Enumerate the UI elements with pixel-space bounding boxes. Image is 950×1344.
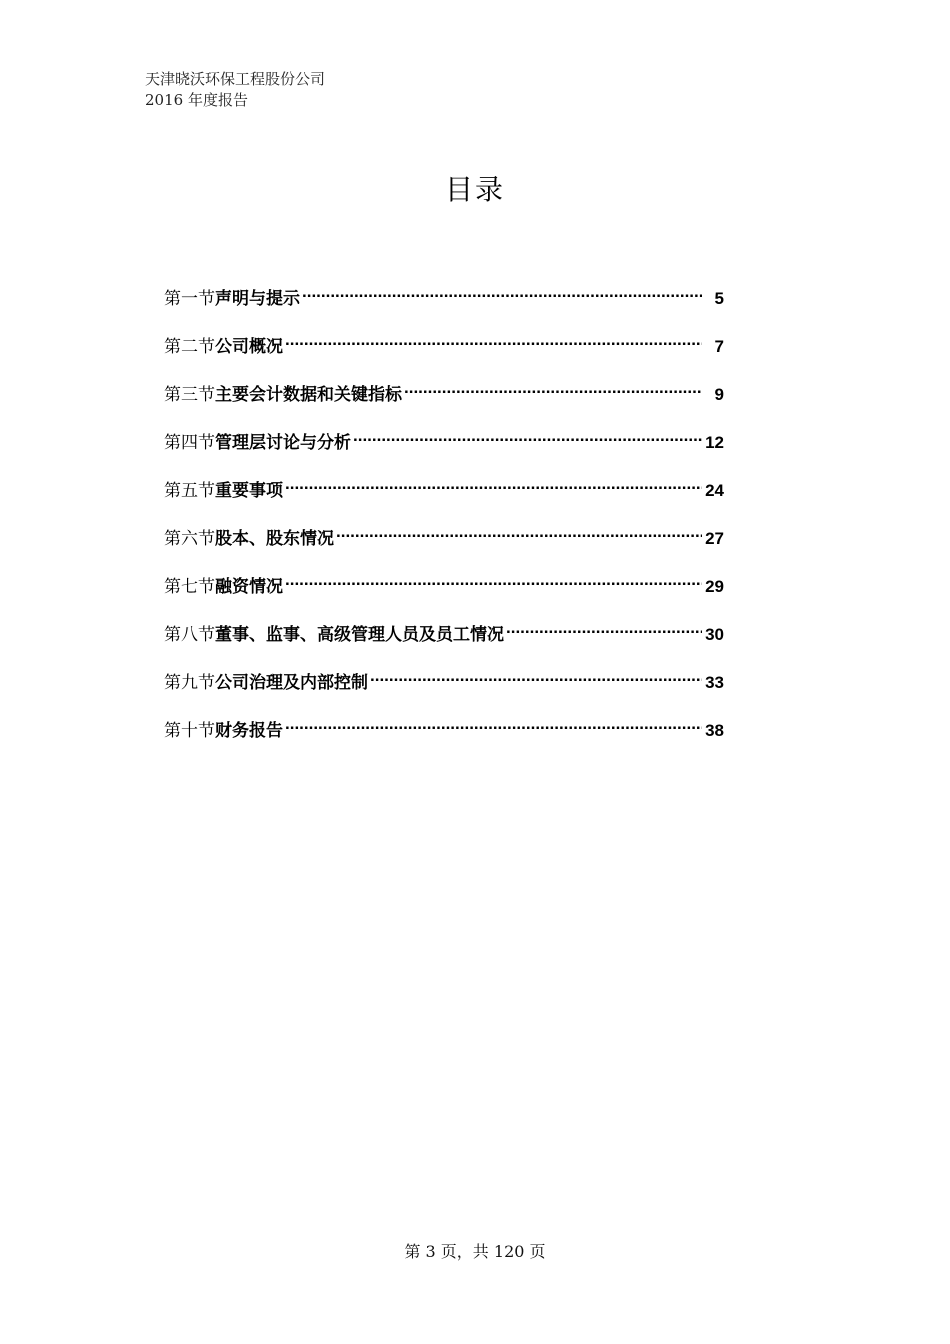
toc-dot-leader <box>506 612 702 640</box>
toc-section-number: 第六节 <box>164 529 215 549</box>
header-report-title: 2016 年度报告 <box>145 91 248 109</box>
toc-page-number: 33 <box>705 673 724 692</box>
toc-section-number: 第九节 <box>164 673 215 693</box>
toc-section-number: 第三节 <box>164 385 215 405</box>
toc-dot-leader <box>285 468 702 496</box>
toc-section-number: 第四节 <box>164 433 215 453</box>
toc-dot-leader <box>353 420 702 448</box>
page-header <box>145 69 325 111</box>
toc-item-section-2[interactable] <box>164 324 724 372</box>
toc-page-number: 38 <box>705 721 724 740</box>
page-footer: 第 3 页，共 120 页 <box>404 1242 546 1261</box>
toc-item-section-1[interactable] <box>164 276 724 324</box>
page-title: 目录 <box>444 173 505 206</box>
toc-section-name: 管理层讨论与分析 <box>215 433 351 453</box>
toc-page-number: 12 <box>705 433 724 452</box>
toc-page-number: 29 <box>705 577 724 596</box>
table-of-contents <box>164 276 724 756</box>
toc-section-name: 公司治理及内部控制 <box>215 673 368 693</box>
toc-section-name: 财务报告 <box>215 721 283 741</box>
toc-section-number: 第五节 <box>164 481 215 501</box>
toc-section-name: 董事、监事、高级管理人员及员工情况 <box>215 625 504 645</box>
toc-item-section-9[interactable] <box>164 660 724 708</box>
toc-dot-leader <box>302 276 702 304</box>
toc-section-name: 主要会计数据和关键指标 <box>215 385 402 405</box>
header-company-name: 天津晓沃环保工程股份公司 <box>145 70 326 88</box>
toc-item-section-10[interactable] <box>164 708 724 756</box>
toc-dot-leader <box>285 324 702 352</box>
toc-page-number: 30 <box>705 625 724 644</box>
toc-section-number: 第十节 <box>164 721 215 741</box>
toc-page-number: 9 <box>714 385 724 404</box>
toc-item-section-8[interactable] <box>164 612 724 660</box>
toc-section-number: 第八节 <box>164 625 215 645</box>
toc-item-section-3[interactable] <box>164 372 724 420</box>
toc-section-name: 股本、股东情况 <box>215 529 334 549</box>
toc-page-number: 24 <box>705 481 724 500</box>
toc-dot-leader <box>404 372 702 400</box>
toc-page-number: 5 <box>714 289 724 308</box>
toc-item-section-7[interactable] <box>164 564 724 612</box>
toc-dot-leader <box>285 708 702 736</box>
toc-section-number: 第一节 <box>164 289 215 309</box>
toc-dot-leader <box>370 660 702 688</box>
toc-section-name: 声明与提示 <box>215 289 300 309</box>
toc-page-number: 27 <box>705 529 724 548</box>
toc-dot-leader <box>285 564 702 592</box>
toc-section-number: 第七节 <box>164 577 215 597</box>
toc-item-section-6[interactable] <box>164 516 724 564</box>
toc-section-name: 重要事项 <box>215 481 283 501</box>
toc-section-number: 第二节 <box>164 337 215 357</box>
toc-item-section-5[interactable] <box>164 468 724 516</box>
toc-dot-leader <box>336 516 702 544</box>
toc-section-name: 公司概况 <box>215 337 283 357</box>
toc-section-name: 融资情况 <box>215 577 283 597</box>
toc-page-number: 7 <box>714 337 724 356</box>
toc-item-section-4[interactable] <box>164 420 724 468</box>
